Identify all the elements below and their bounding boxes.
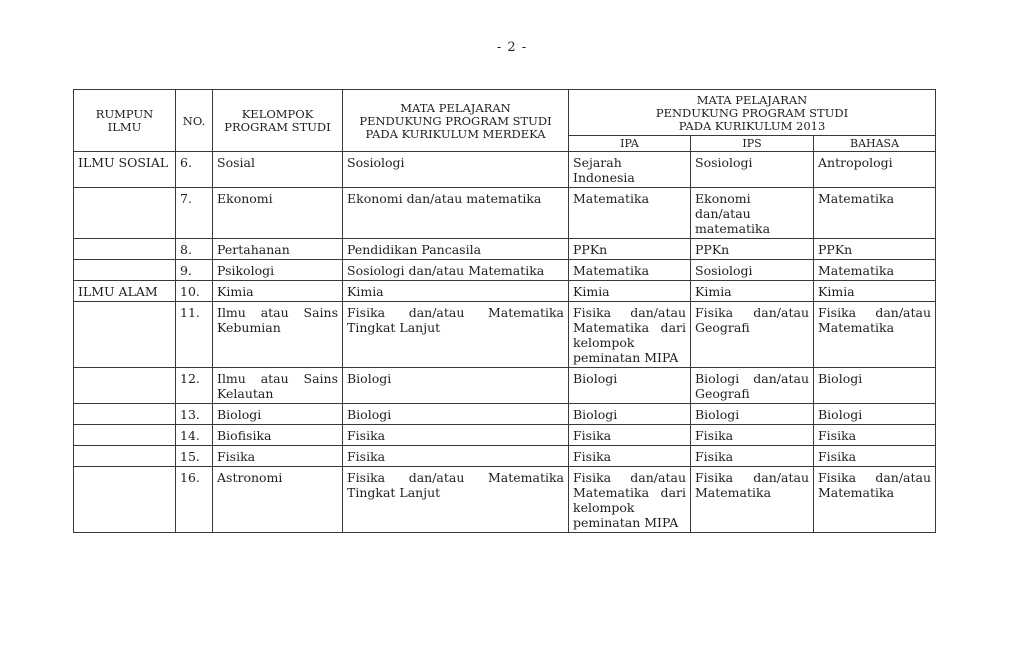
mapel-ips: Fisika [691,425,814,446]
mapel-ips: Biologi dan/atau Geografi [691,368,814,404]
kelompok-program-studi: Sosial [213,152,343,188]
kelompok-program-studi: Ilmu atau Sains Kebumian [213,302,343,368]
mapel-ips: Fisika [691,446,814,467]
header-kurikulum-merdeka: MATA PELAJARAN PENDUKUNG PROGRAM STUDI PADA KURIKULUM MERDEKA [343,90,569,152]
header-kurikulum-2013: MATA PELAJARAN PENDUKUNG PROGRAM STUDI PADA KURIKULUM 2013 [569,90,936,136]
header-ipa: IPA [569,136,691,152]
table-row [74,152,936,188]
table-row [74,239,936,260]
rumpun-ilmu-empty-cell [74,239,176,260]
rumpun-ilmu-cell: ILMU SOSIAL [74,152,176,188]
mapel-bahasa: Fisika [814,425,936,446]
mapel-ipa: Fisika [569,446,691,467]
kelompok-program-studi: Fisika [213,446,343,467]
mapel-ipa: Fisika [569,425,691,446]
mapel-ips: Sosiologi [691,260,814,281]
mapel-ipa: Fisika dan/atau Matematika dari kelompok peminatan MIPA [569,302,691,368]
header-kelompok-program-studi: KELOMPOK PROGRAM STUDI [213,90,343,152]
mapel-ips: PPKn [691,239,814,260]
row-number: 10. [176,281,213,302]
mapel-kurikulum-merdeka: Kimia [343,281,569,302]
mapel-kurikulum-merdeka: Sosiologi [343,152,569,188]
table-row [74,260,936,281]
mapel-ips: Biologi [691,404,814,425]
page-number: - 2 - [496,40,528,55]
table-row [74,302,936,368]
mapel-bahasa: Fisika dan/atau Matematika [814,302,936,368]
mapel-kurikulum-merdeka: Ekonomi dan/atau matematika [343,188,569,239]
rumpun-ilmu-empty-cell [74,467,176,533]
kelompok-program-studi: Astronomi [213,467,343,533]
mapel-ips: Sosiologi [691,152,814,188]
kelompok-program-studi: Biologi [213,404,343,425]
mapel-ipa: Biologi [569,404,691,425]
mapel-bahasa: Antropologi [814,152,936,188]
mapel-ipa: Biologi [569,368,691,404]
rumpun-ilmu-empty-cell [74,446,176,467]
mapel-kurikulum-merdeka: Biologi [343,368,569,404]
row-number: 11. [176,302,213,368]
mapel-bahasa: Kimia [814,281,936,302]
mapel-kurikulum-merdeka: Fisika [343,425,569,446]
rumpun-ilmu-empty-cell [74,368,176,404]
mapel-bahasa: Biologi [814,404,936,425]
header-bahasa: BAHASA [814,136,936,152]
row-number: 9. [176,260,213,281]
mapel-kurikulum-merdeka: Pendidikan Pancasila [343,239,569,260]
rumpun-ilmu-empty-cell [74,425,176,446]
kelompok-program-studi: Biofisika [213,425,343,446]
table-row [74,446,936,467]
kelompok-program-studi: Psikologi [213,260,343,281]
table-row [74,404,936,425]
row-number: 8. [176,239,213,260]
table-row [74,368,936,404]
row-number: 16. [176,467,213,533]
mapel-bahasa: Fisika dan/atau Matematika [814,467,936,533]
rumpun-ilmu-empty-cell [74,302,176,368]
table-header [74,90,936,152]
mapel-bahasa: Fisika [814,446,936,467]
mapel-ipa: Fisika dan/atau Matematika dari kelompok peminatan MIPA [569,467,691,533]
rumpun-ilmu-empty-cell [74,188,176,239]
header-ips: IPS [691,136,814,152]
mapel-bahasa: Matematika [814,188,936,239]
mapel-kurikulum-merdeka: Fisika [343,446,569,467]
mapel-kurikulum-merdeka: Fisika dan/atau Matematika Tingkat Lanjut [343,467,569,533]
mapel-ips: Ekonomi dan/atau matematika [691,188,814,239]
row-number: 7. [176,188,213,239]
mapel-kurikulum-merdeka: Biologi [343,404,569,425]
mapel-ipa: Sejarah Indonesia [569,152,691,188]
kelompok-program-studi: Pertahanan [213,239,343,260]
mapel-ipa: Kimia [569,281,691,302]
mapel-ips: Kimia [691,281,814,302]
kelompok-program-studi: Kimia [213,281,343,302]
header-no: NO. [176,90,213,152]
table-row [74,281,936,302]
kelompok-program-studi: Ilmu atau Sains Kelautan [213,368,343,404]
subject-mapping-table [73,89,936,533]
table-body [74,152,936,533]
mapel-bahasa: PPKn [814,239,936,260]
mapel-ips: Fisika dan/atau Matematika [691,467,814,533]
mapel-ips: Fisika dan/atau Geografi [691,302,814,368]
mapel-ipa: Matematika [569,188,691,239]
rumpun-ilmu-empty-cell [74,404,176,425]
row-number: 14. [176,425,213,446]
mapel-ipa: Matematika [569,260,691,281]
mapel-bahasa: Matematika [814,260,936,281]
rumpun-ilmu-cell: ILMU ALAM [74,281,176,302]
mapel-kurikulum-merdeka: Fisika dan/atau Matematika Tingkat Lanjut [343,302,569,368]
kelompok-program-studi: Ekonomi [213,188,343,239]
rumpun-ilmu-empty-cell [74,260,176,281]
row-number: 6. [176,152,213,188]
row-number: 15. [176,446,213,467]
mapel-bahasa: Biologi [814,368,936,404]
table-row [74,188,936,239]
header-rumpun-ilmu: RUMPUN ILMU [74,90,176,152]
table-row [74,425,936,446]
row-number: 12. [176,368,213,404]
mapel-kurikulum-merdeka: Sosiologi dan/atau Matematika [343,260,569,281]
mapel-ipa: PPKn [569,239,691,260]
table-row [74,467,936,533]
row-number: 13. [176,404,213,425]
